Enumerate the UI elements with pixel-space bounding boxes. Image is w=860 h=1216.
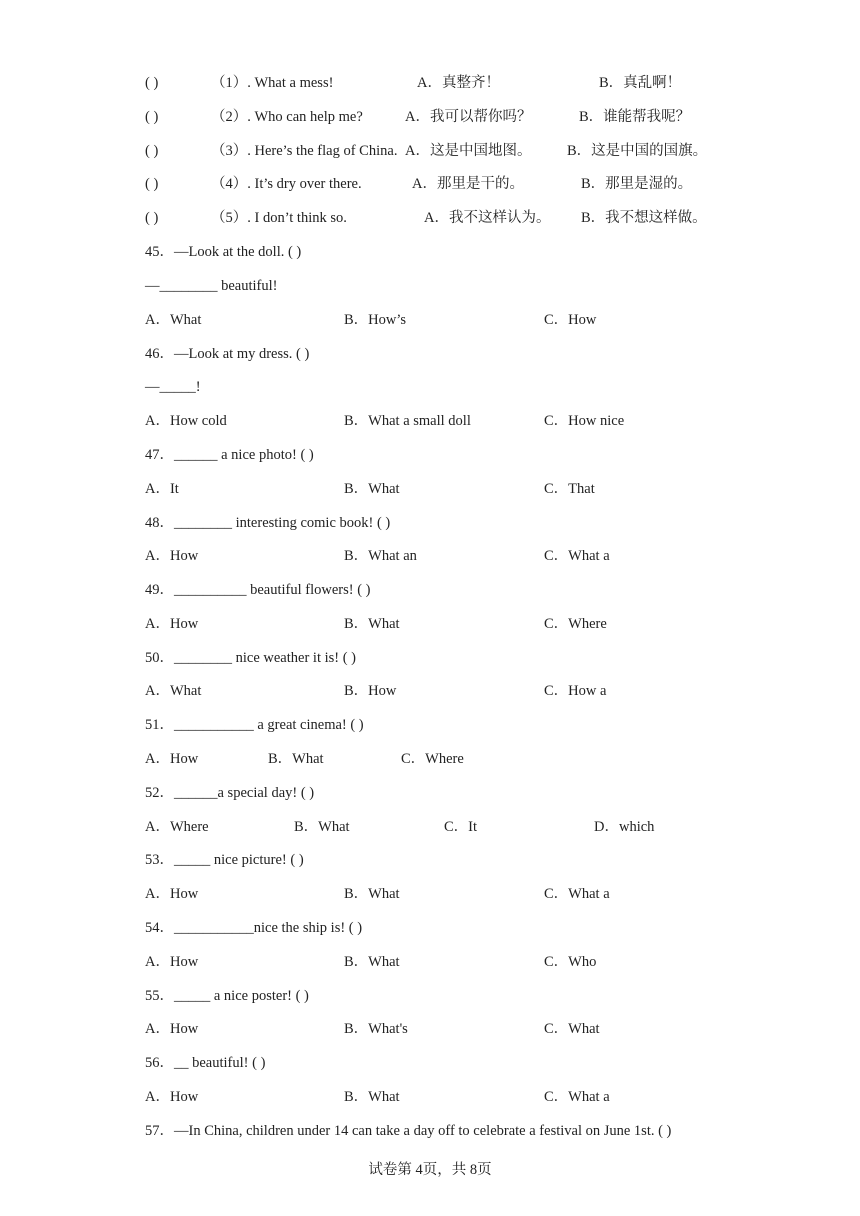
answer-paren[interactable]: ( ) xyxy=(145,143,159,159)
question-56 xyxy=(0,1053,860,1073)
question-stem: 51．___________ a great cinema! ( ) xyxy=(145,717,364,733)
answer-paren[interactable]: ( ) xyxy=(145,75,159,91)
question-stem: 46．—Look at my dress. ( ) xyxy=(145,346,310,362)
question-stem: 45．—Look at the doll. ( ) xyxy=(145,244,302,260)
matching-sentence: （2）. Who can help me? xyxy=(211,109,363,125)
option-c[interactable]: C．How xyxy=(544,312,597,328)
option-b[interactable]: B．What xyxy=(294,819,350,835)
option-a[interactable]: A．How xyxy=(145,548,199,564)
matching-row-3 xyxy=(0,141,860,161)
option-b: B．我不想这样做。 xyxy=(581,210,707,226)
option-d[interactable]: D．which xyxy=(594,819,655,835)
question-stem: 53．_____ nice picture! ( ) xyxy=(145,852,304,868)
option-b[interactable]: B．What xyxy=(268,751,324,767)
question-51-options xyxy=(0,749,860,769)
question-55-options xyxy=(0,1019,860,1039)
question-54 xyxy=(0,918,860,938)
option-a[interactable]: A．How xyxy=(145,886,199,902)
option-c[interactable]: C．How nice xyxy=(544,413,625,429)
option-b[interactable]: B．What xyxy=(344,1089,400,1105)
option-a: A．那里是干的。 xyxy=(412,176,524,192)
option-b: B．谁能帮我呢？ xyxy=(579,109,691,125)
answer-paren[interactable]: ( ) xyxy=(145,109,159,125)
option-b: B．那里是湿的。 xyxy=(581,176,693,192)
question-45-options xyxy=(0,310,860,330)
option-c[interactable]: C．What a xyxy=(544,886,610,902)
option-c[interactable]: C．What a xyxy=(544,1089,610,1105)
option-b: B．真乱啊！ xyxy=(599,75,682,91)
option-b[interactable]: B．How xyxy=(344,683,397,699)
question-52-options xyxy=(0,817,860,837)
question-52 xyxy=(0,783,860,803)
option-c[interactable]: C．Where xyxy=(401,751,464,767)
question-stem: 49．__________ beautiful flowers! ( ) xyxy=(145,582,371,598)
option-c[interactable]: C．How a xyxy=(544,683,607,699)
option-a: A．这是中国地图。 xyxy=(405,143,532,159)
page-footer: 试卷第 4页，共 8页 xyxy=(368,1162,492,1178)
question-50-options xyxy=(0,681,860,701)
option-a: A．真整齐！ xyxy=(417,75,500,91)
option-b[interactable]: B．What xyxy=(344,616,400,632)
matching-sentence: （1）. What a mess! xyxy=(211,75,334,91)
answer-paren[interactable]: ( ) xyxy=(145,210,159,226)
question-49 xyxy=(0,580,860,600)
question-46-options xyxy=(0,411,860,431)
question-46-response xyxy=(0,377,860,397)
option-c[interactable]: C．That xyxy=(544,481,595,497)
question-45 xyxy=(0,242,860,262)
question-48-options xyxy=(0,546,860,566)
question-48 xyxy=(0,513,860,533)
question-56-options xyxy=(0,1087,860,1107)
option-c[interactable]: C．It xyxy=(444,819,478,835)
option-a[interactable]: A．How xyxy=(145,1089,199,1105)
question-50 xyxy=(0,648,860,668)
question-stem: 55．_____ a nice poster! ( ) xyxy=(145,988,309,1004)
option-b[interactable]: B．What an xyxy=(344,548,417,564)
question-stem: 50．________ nice weather it is! ( ) xyxy=(145,650,357,666)
response-line: —_____! xyxy=(145,379,201,395)
option-c[interactable]: C．What xyxy=(544,1021,600,1037)
question-53 xyxy=(0,850,860,870)
option-a: A．我可以帮你吗？ xyxy=(405,109,532,125)
option-a: A．我不这样认为。 xyxy=(424,210,551,226)
question-46 xyxy=(0,344,860,364)
question-57 xyxy=(0,1121,860,1141)
option-a[interactable]: A．How cold xyxy=(145,413,227,429)
question-stem: 47．______ a nice photo! ( ) xyxy=(145,447,314,463)
option-b[interactable]: B．What xyxy=(344,954,400,970)
option-b: B．这是中国的国旗。 xyxy=(567,143,708,159)
answer-paren[interactable]: ( ) xyxy=(145,176,159,192)
option-a[interactable]: A．What xyxy=(145,312,202,328)
matching-sentence: （5）. I don’t think so. xyxy=(211,210,347,226)
option-b[interactable]: B．What's xyxy=(344,1021,408,1037)
question-stem: 52．______a special day! ( ) xyxy=(145,785,315,801)
question-stem: 56．__ beautiful! ( ) xyxy=(145,1055,266,1071)
question-55 xyxy=(0,986,860,1006)
option-a[interactable]: A．It xyxy=(145,481,179,497)
option-c[interactable]: C．Where xyxy=(544,616,607,632)
question-47-options xyxy=(0,479,860,499)
option-b[interactable]: B．What xyxy=(344,886,400,902)
matching-row-2 xyxy=(0,107,860,127)
question-51 xyxy=(0,715,860,735)
option-a[interactable]: A．How xyxy=(145,616,199,632)
question-53-options xyxy=(0,884,860,904)
option-c[interactable]: C．Who xyxy=(544,954,597,970)
question-47 xyxy=(0,445,860,465)
question-45-response xyxy=(0,276,860,296)
option-b[interactable]: B．How’s xyxy=(344,312,407,328)
response-line: —________ beautiful! xyxy=(145,278,278,294)
question-54-options xyxy=(0,952,860,972)
matching-sentence: （3）. Here’s the flag of China. xyxy=(211,143,398,159)
option-b[interactable]: B．What xyxy=(344,481,400,497)
matching-row-1 xyxy=(0,73,860,93)
option-a[interactable]: A．How xyxy=(145,1021,199,1037)
option-b[interactable]: B．What a small doll xyxy=(344,413,471,429)
question-49-options xyxy=(0,614,860,634)
option-a[interactable]: A．How xyxy=(145,751,199,767)
question-stem: 54．___________nice the ship is! ( ) xyxy=(145,920,363,936)
matching-row-4 xyxy=(0,174,860,194)
matching-sentence: （4）. It’s dry over there. xyxy=(211,176,362,192)
matching-row-5 xyxy=(0,208,860,228)
option-a[interactable]: A．Where xyxy=(145,819,209,835)
question-stem: 57．—In China, children under 14 can take a day off to celebrate a festival on June 1st. ( ) xyxy=(145,1123,672,1139)
option-a[interactable]: A．How xyxy=(145,954,199,970)
option-c[interactable]: C．What a xyxy=(544,548,610,564)
option-a[interactable]: A．What xyxy=(145,683,202,699)
question-stem: 48．________ interesting comic book! ( ) xyxy=(145,515,391,531)
